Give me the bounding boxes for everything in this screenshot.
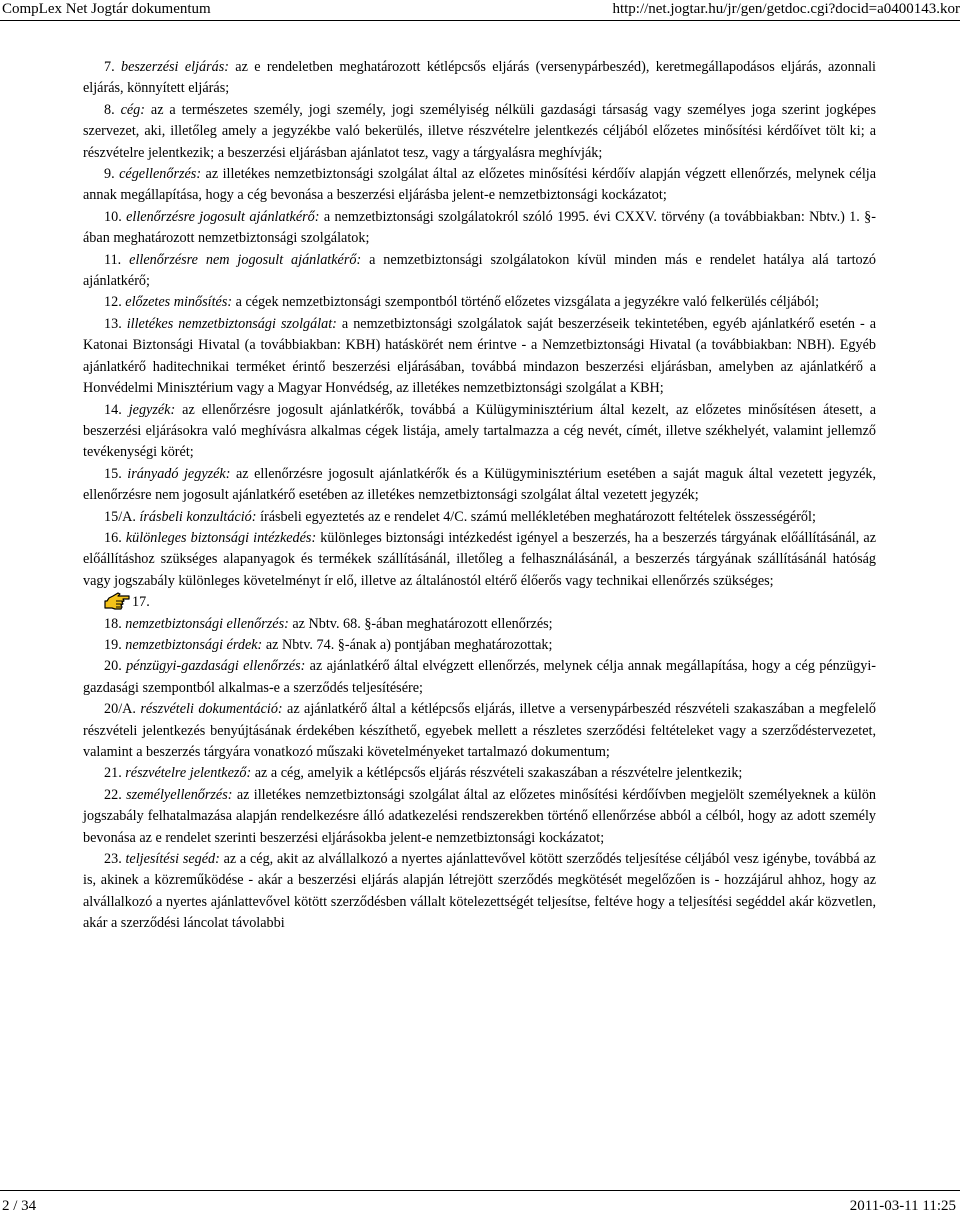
defined-term: ellenőrzésre jogosult ajánlatkérő: xyxy=(126,208,320,225)
paragraph-number: 13. xyxy=(104,315,122,332)
defined-term: illetékes nemzetbiztonsági szolgálat: xyxy=(126,315,337,332)
defined-term: nemzetbiztonsági érdek: xyxy=(125,636,263,653)
definition-paragraph xyxy=(83,400,876,464)
paragraph-number: 18. xyxy=(104,615,122,632)
defined-term: részvételre jelentkező: xyxy=(125,765,252,782)
definition-text: az illetékes nemzetbiztonsági szolgálat által az előzetes minősítési kérdőív alapján végzett ellenőrzés, melynek célja annak megállapítása, hogy a cég bevonása a beszerzési eljárásba jelent-e nemzetbiztonsági kockázatot; xyxy=(83,166,877,204)
paragraph-number: 21. xyxy=(104,765,122,782)
definition-paragraph xyxy=(83,57,876,100)
paragraph-number: 15/A. xyxy=(104,508,136,525)
definition-text: az a cég, akit az alvállalkozó a nyertes ajánlattevővel kötött szerződés teljesítése céljából vesz igénybe, továbbá az is, akinek a közreműködése - akár a beszerzési eljárás alapján létrejött szerződés megkötését megelőzően is - hozzájárul ahhoz, hogy az alvállalkozó a nyertes ajánlattevővel kötött szerződésben vállalt kötelezettségét teljesítse, feltéve hogy a teljesítési segéddel akár közvetlen, akár a szerződési láncolat távolabbi xyxy=(83,851,876,932)
defined-term: előzetes minősítés: xyxy=(125,294,233,311)
definition-text: különleges biztonsági intézkedést igényel a beszerzés, ha a beszerzés tárgyának előállításánál, az előállításhoz szükséges alapanyagok és termékek szállításánál, illetőleg a felhasználásánál, a beszerzés tárgyának szállításánál hatóság vagy jogszabály különleges követelményt ír elő, illetve az általánostól eltérő élőerős vagy technikai ellenőrzés szükséges; xyxy=(83,529,876,589)
definition-paragraph xyxy=(83,699,876,763)
paragraph-number: 8. xyxy=(104,101,115,118)
paragraph-number: 19. xyxy=(104,636,122,653)
definition-paragraph xyxy=(83,785,876,849)
defined-term: jegyzék: xyxy=(128,401,176,418)
defined-term: teljesítési segéd: xyxy=(125,851,220,868)
defined-term: írásbeli konzultáció: xyxy=(139,508,257,525)
paragraph-number: 15. xyxy=(104,465,122,482)
print-datetime: 2011-03-11 11:25 xyxy=(849,1198,956,1214)
definition-paragraph xyxy=(83,164,876,207)
definition-paragraph xyxy=(83,100,876,164)
defined-term: részvételi dokumentáció: xyxy=(140,701,283,718)
definition-text: az ellenőrzésre jogosult ajánlatkérők, továbbá a Külügyminisztérium által kezelt, az előzetes minősítésen átesett, a beszerzési eljárásokra való meghívásra alkalmas cégek listája, amely tartalmazza a cég nevét, címét, illetve székhelyét, valamint jellemző tevékenységi körét; xyxy=(83,401,876,461)
definition-paragraph xyxy=(83,656,876,699)
definition-paragraph xyxy=(83,849,876,935)
header-divider xyxy=(0,20,960,21)
definition-paragraph xyxy=(83,464,876,507)
pointing-hand-icon[interactable] xyxy=(104,592,130,610)
footer-divider xyxy=(0,1190,960,1191)
defined-term: különleges biztonsági intézkedés: xyxy=(125,529,317,546)
defined-term: nemzetbiztonsági ellenőrzés: xyxy=(125,615,289,632)
defined-term: ellenőrzésre nem jogosult ajánlatkérő: xyxy=(129,251,362,268)
definition-text: az Nbtv. 74. §-ának a) pontjában meghatározottak; xyxy=(262,636,553,653)
definition-text: az a természetes személy, jogi személy, jogi személyiség nélküli gazdasági társaság vagy személyes joga szerint jogképes szervezet, aki, illetőleg amely a jegyzékbe való bekerülés, illetve részvételre jelentkezés céljából előzetes minősítési kérdőívet tölt ki; a részvételre jelentkezik; a beszerzési eljárásban ajánlatot tesz, vagy a tárgyalásra meghívják; xyxy=(83,101,877,161)
paragraph-number: 11. xyxy=(104,251,122,268)
definition-text: a cégek nemzetbiztonsági szempontból történő előzetes vizsgálata a jegyzékre való felkerülés céljából; xyxy=(232,294,820,311)
page-header xyxy=(0,0,960,18)
definition-paragraph xyxy=(83,592,876,613)
defined-term: beszerzési eljárás: xyxy=(120,59,229,75)
paragraph-number: 23. xyxy=(104,851,122,868)
definition-paragraph xyxy=(83,250,876,293)
defined-term: irányadó jegyzék: xyxy=(127,465,231,482)
paragraph-number: 20. xyxy=(104,658,122,675)
definition-paragraph xyxy=(83,314,876,400)
definition-paragraph xyxy=(83,507,876,528)
definition-text: az ajánlatkérő által elvégzett ellenőrzés, melynek célja annak megállapítása, hogy a cég pénzügyi-gazdasági szempontból alkalmas-e a szerződés teljesítésére; xyxy=(83,658,876,696)
defined-term: pénzügyi-gazdasági ellenőrzés: xyxy=(126,658,306,675)
definition-text: az ellenőrzésre jogosult ajánlatkérők és a Külügyminisztérium esetében a saját maguk által vezetett jegyzék, ellenőrzésre nem jogosult ajánlatkérő esetében az illetékes nemzetbiztonsági szolgálat által vezetett jegyzék; xyxy=(83,465,877,504)
page-footer xyxy=(0,1197,960,1215)
defined-term: cégellenőrzés: xyxy=(119,166,202,183)
definition-text: a nemzetbiztonsági szolgálatokról szóló 1995. évi CXXV. törvény (a továbbiakban: Nbtv.) 1. §-ában meghatározott nemzetbiztonsági szolgálatok; xyxy=(83,208,876,247)
definition-text: az ajánlatkérő által a kétlépcsős eljárás, illetve a versenypárbeszéd részvételi szakaszában a megfelelő részvételi jelentkezés benyújtásának érdekében készíthető, egyebek mellett a részletes szerződési feltételeket vagy a szerződéstervezetet, valamint a beszerzés tárgyára vonatkozó műszaki követelményeket tartalmazó dokumentum; xyxy=(83,701,876,760)
definition-text: az illetékes nemzetbiztonsági szolgálat által az előzetes minősítési kérdőívben megjelölt személyeknek a külön jogszabály felhatalmazása alapján rendelkezésre álló adatkezelési rendszerekben történő ellenőrzése abból a célból, hogy az adott személy bevonása az e rendelet szerinti beszerzési eljárásokba jelent-e nemzetbiztonsági kockázatot; xyxy=(83,786,877,846)
paragraph-number: 14. xyxy=(104,401,122,418)
paragraph-number: 7. xyxy=(104,59,115,75)
definition-paragraph xyxy=(83,635,876,656)
paragraph-number: 20/A. xyxy=(104,701,136,718)
document-body xyxy=(83,57,876,935)
page-number: 2 / 34 xyxy=(2,1198,37,1214)
definition-paragraph xyxy=(83,207,876,250)
definition-paragraph xyxy=(83,763,876,784)
definition-text: az Nbtv. 68. §-ában meghatározott ellenőrzés; xyxy=(288,615,553,632)
definition-paragraph xyxy=(83,528,876,592)
header-url: http://net.jogtar.hu/jr/gen/getdoc.cgi?docid=a0400143.kor xyxy=(612,1,960,17)
defined-term: személyellenőrzés: xyxy=(126,786,233,803)
definition-text: a nemzetbiztonsági szolgálatokon kívül minden más e rendelet hatálya alá tartozó ajánlatkérő; xyxy=(83,251,877,290)
defined-term: cég: xyxy=(120,101,145,118)
definition-text: írásbeli egyeztetés az e rendelet 4/C. számú mellékletében meghatározott feltételek összességéről; xyxy=(256,508,816,525)
header-title: CompLex Net Jogtár dokumentum xyxy=(2,1,211,17)
definition-text: a nemzetbiztonsági szolgálatok saját beszerzéseik tekintetében, egyéb ajánlatkérő esetén - a Katonai Biztonsági Hivatal (a továbbiakban: KBH) hatáskörét nem érintve - a Nemzetbiztonsági Hivatal (a továbbiakban: NBH). Egyéb ajánlatkérő haditechnikai terméket érintő beszerzési eljárásában, továbbá mindazon beszerzési eljárásban, amelyben az ajánlatkérő a Honvédelmi Minisztérium vagy a Magyar Honvédség, az illetékes nemzetbiztonsági szolgálat a KBH; xyxy=(83,315,877,397)
definition-paragraph xyxy=(83,614,876,635)
paragraph-number: 16. xyxy=(104,529,122,546)
paragraph-number: 17. xyxy=(132,594,150,611)
definition-text: az e rendeletben meghatározott kétlépcsős eljárás (versenypárbeszéd), keretmegállapodásos eljárás, azonnali eljárás, könnyített eljárás; xyxy=(83,59,876,97)
definition-paragraph xyxy=(83,292,876,313)
paragraph-number: 10. xyxy=(104,208,122,225)
definition-text: az a cég, amelyik a kétlépcsős eljárás részvételi szakaszában a részvételre jelentkezik; xyxy=(251,765,743,782)
paragraph-number: 22. xyxy=(104,786,122,803)
paragraph-number: 12. xyxy=(104,294,122,311)
paragraph-number: 9. xyxy=(104,166,115,183)
